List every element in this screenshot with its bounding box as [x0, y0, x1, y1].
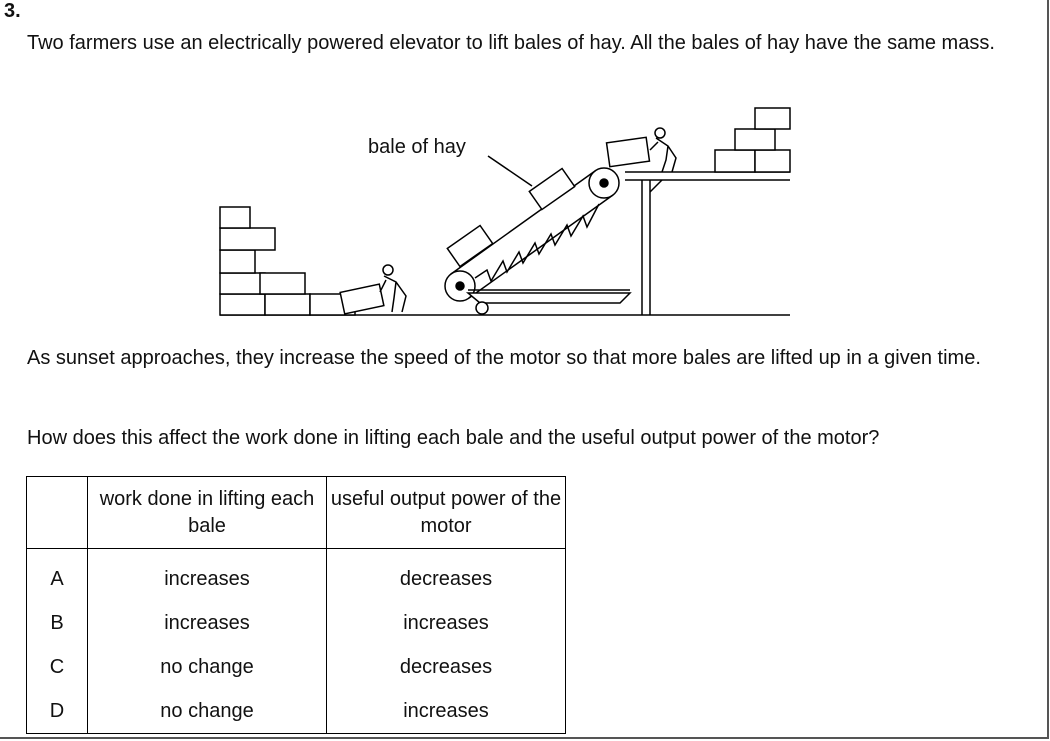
table-row[interactable] [27, 601, 566, 645]
bale-loading [340, 284, 384, 314]
hay-elevator-diagram [210, 100, 800, 325]
bale-top [607, 137, 650, 166]
trolley-wheel [476, 302, 488, 314]
work-cell: no change [88, 689, 327, 734]
header-blank [27, 477, 88, 549]
work-cell: increases [88, 601, 327, 645]
option-letter: A [27, 549, 88, 602]
question-context: As sunset approaches, they increase the speed of the motor so that more bales are lifted up in a given time. [27, 347, 981, 369]
right-bale-stack [715, 108, 790, 172]
question-number: 3. [4, 0, 21, 22]
power-cell: increases [327, 601, 566, 645]
table-row[interactable] [27, 689, 566, 734]
bale-on-belt-1 [447, 226, 492, 267]
conveyor-truss [475, 204, 599, 281]
header-work-done: work done in lifting each bale [88, 477, 327, 549]
table-header-row [27, 477, 566, 549]
label-pointer [488, 156, 532, 186]
question-intro: Two farmers use an electrically powered elevator to lift bales of hay. All the bales of hay have the same mass. [27, 32, 995, 54]
option-letter: B [27, 601, 88, 645]
option-letter: C [27, 645, 88, 689]
left-bale-stack [220, 207, 355, 315]
header-output-power: useful output power of the motor [327, 477, 566, 549]
power-cell: decreases [327, 645, 566, 689]
power-cell: increases [327, 689, 566, 734]
work-cell: increases [88, 549, 327, 602]
work-cell: no change [88, 645, 327, 689]
figure-label-bale-of-hay: bale of hay [368, 136, 466, 158]
power-cell: decreases [327, 549, 566, 602]
question-prompt: How does this affect the work done in lifting each bale and the useful output power of the motor? [27, 427, 880, 449]
answer-table [26, 476, 566, 734]
table-row[interactable] [27, 645, 566, 689]
farmer-right [650, 128, 676, 172]
option-letter: D [27, 689, 88, 734]
bale-on-belt-2 [529, 169, 574, 210]
table-row[interactable] [27, 549, 566, 602]
